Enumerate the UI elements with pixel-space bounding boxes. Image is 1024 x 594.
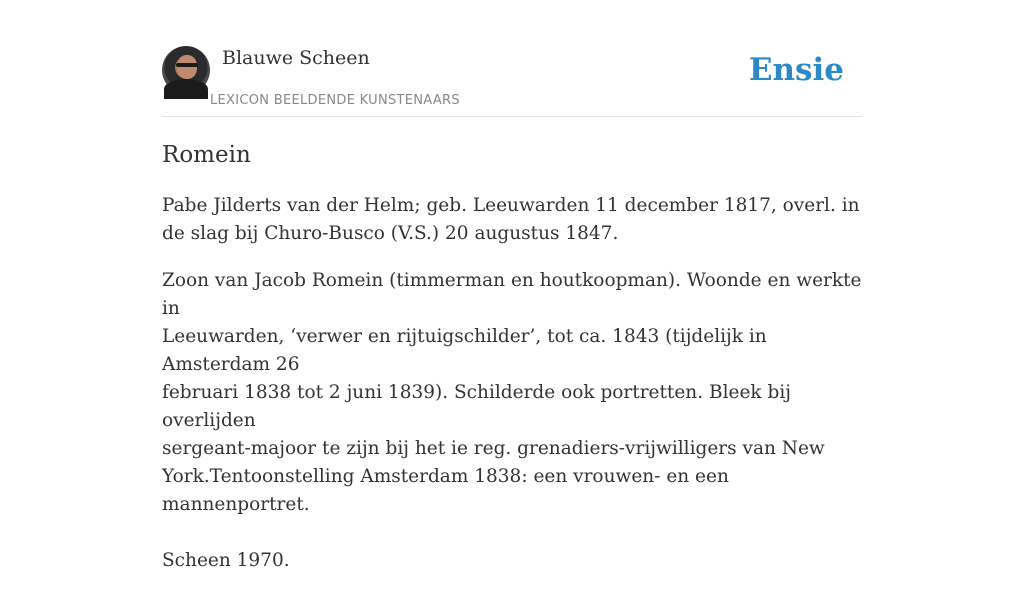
paragraph-line: York.Tentoonstelling Amsterdam 1838: een vrouwen- en een mannenportret. xyxy=(162,466,729,515)
avatar-face xyxy=(177,55,197,79)
avatar-shirt xyxy=(164,79,208,99)
article-body xyxy=(162,192,862,594)
paragraph-line: sergeant-majoor te zijn bij het ie reg. grenadiers-vrijwilligers van New xyxy=(162,438,825,459)
paragraph-line: Zoon van Jacob Romein (timmerman en houtkoopman). Woonde en werkte in xyxy=(162,270,862,319)
avatar-glasses xyxy=(176,63,198,67)
collection-link[interactable]: LEXICON BEELDENDE KUNSTENAARS xyxy=(210,93,460,108)
author-avatar[interactable] xyxy=(162,46,210,94)
header xyxy=(162,46,862,117)
paragraph-line: februari 1838 tot 2 juni 1839). Schilderde ook portretten. Bleek bij overlijden xyxy=(162,382,791,431)
brand-logo[interactable]: Ensie xyxy=(748,52,844,88)
article-title: Romein xyxy=(162,142,251,168)
article-paragraph: Pabe Jilderts van der Helm; geb. Leeuwarden 11 december 1817, overl. in de slag bij Churo-Busco (V.S.) 20 augustus 1847. xyxy=(162,195,860,244)
paragraph-line: Leeuwarden, ‘verwer en rijtuigschilder’, tot ca. 1843 (tijdelijk in Amsterdam 26 xyxy=(162,326,767,375)
author-name[interactable]: Blauwe Scheen xyxy=(222,47,370,69)
article-paragraph xyxy=(162,267,862,575)
source-reference: Scheen 1970. xyxy=(162,550,290,571)
